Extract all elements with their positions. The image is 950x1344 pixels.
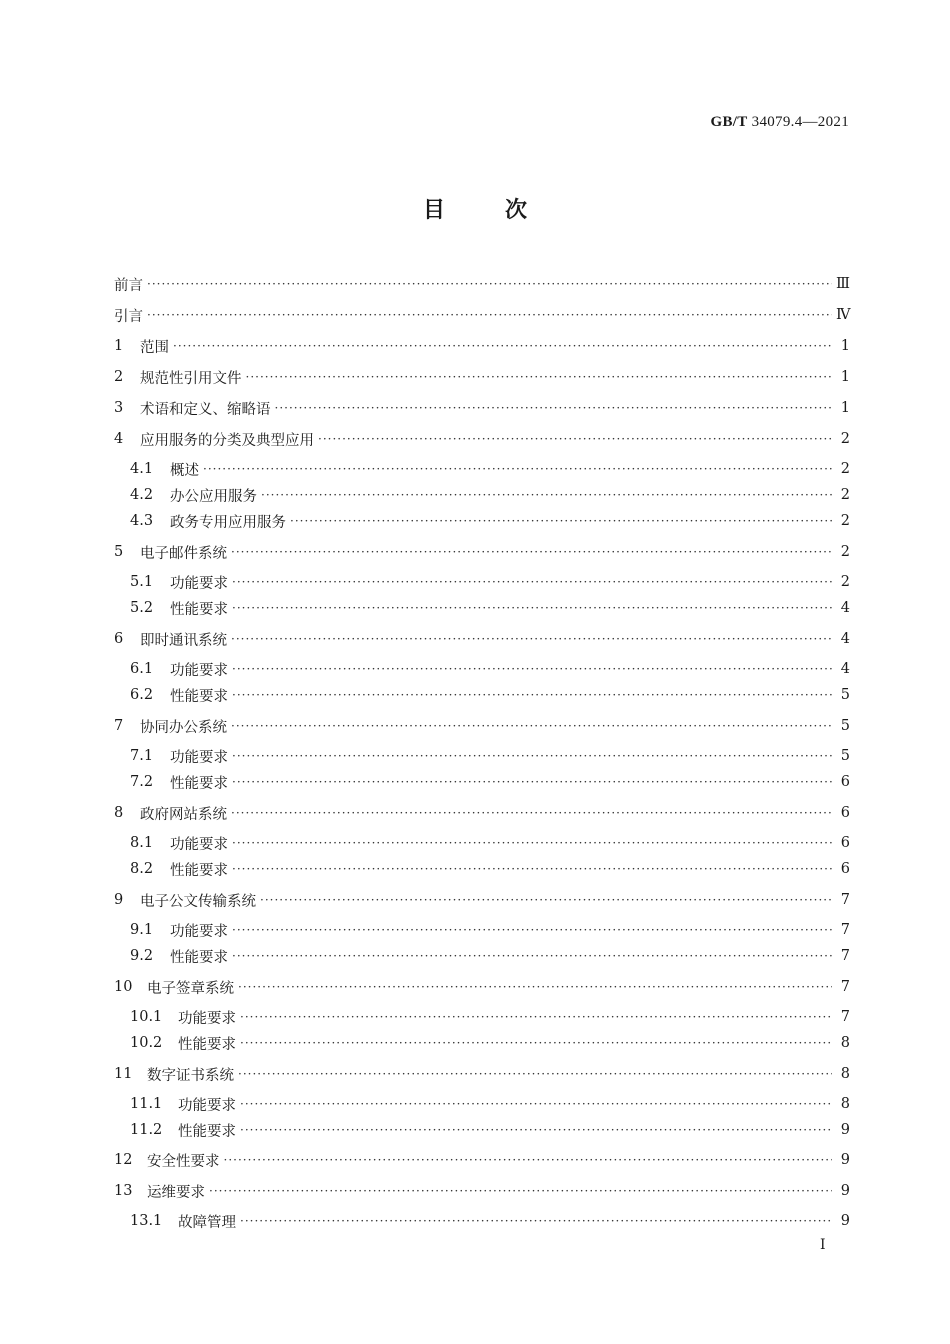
toc-section-number: 4.1 [130, 461, 154, 477]
toc-entry[interactable] [130, 684, 850, 706]
toc-section-number: 9.2 [130, 948, 154, 964]
toc-entry-label: 功能要求 [170, 662, 228, 679]
toc-entry-label: 引言 [114, 308, 143, 325]
toc-leader-dots [238, 1067, 832, 1081]
toc-entry[interactable] [114, 1063, 850, 1085]
toc-leader-dots [240, 1010, 832, 1024]
toc-leader-dots [238, 980, 832, 994]
toc-entry-label: 性能要求 [178, 1123, 236, 1140]
toc-entry[interactable] [130, 571, 850, 593]
toc-page-number: Ⅲ [836, 276, 850, 292]
toc-entry[interactable] [130, 1006, 850, 1028]
toc-leader-dots [232, 862, 832, 876]
toc-page-number: 4 [840, 600, 850, 616]
toc-entry-label: 数字证书系统 [147, 1067, 234, 1084]
toc-entry-label: 性能要求 [170, 688, 228, 705]
toc-entry-label: 运维要求 [147, 1184, 205, 1201]
toc-entry[interactable] [114, 541, 850, 563]
toc-section-number: 11.1 [130, 1096, 163, 1112]
toc-section-number: 10.1 [130, 1009, 163, 1025]
toc-entry-label: 协同办公系统 [140, 719, 227, 736]
toc-entry-label: 性能要求 [178, 1036, 236, 1053]
toc-leader-dots [232, 949, 832, 963]
toc-leader-dots [147, 277, 832, 291]
toc-entry[interactable] [114, 397, 850, 419]
toc-page-number: 2 [840, 487, 850, 503]
toc-page-number: 5 [840, 748, 850, 764]
toc-page-number: 6 [840, 861, 850, 877]
standard-prefix: GB/T [710, 114, 748, 130]
toc-page-number: 7 [840, 1009, 850, 1025]
toc-entry[interactable] [130, 771, 850, 793]
title-char: 目 [422, 198, 445, 223]
toc-section-number: 12 [114, 1152, 133, 1168]
toc-page-number: 2 [840, 461, 850, 477]
toc-entry-label: 功能要求 [170, 749, 228, 766]
toc-section-number: 8.2 [130, 861, 154, 877]
toc-section-number: 7 [114, 718, 124, 734]
toc-section-number: 6.1 [130, 661, 154, 677]
toc-section-number: 1 [114, 338, 124, 354]
toc-entry-label: 功能要求 [170, 836, 228, 853]
toc-leader-dots [203, 462, 832, 476]
toc-leader-dots [232, 749, 832, 763]
toc-leader-dots [147, 308, 832, 322]
toc-page-number: 4 [840, 631, 850, 647]
toc-page-number: 8 [840, 1035, 850, 1051]
toc-entry-label: 性能要求 [170, 862, 228, 879]
toc-entry[interactable] [114, 428, 850, 450]
toc-leader-dots [232, 836, 832, 850]
toc-leader-dots [275, 401, 833, 415]
toc-entry[interactable] [114, 335, 850, 357]
toc-entry[interactable] [130, 510, 850, 532]
toc-leader-dots [232, 662, 832, 676]
toc-page-number: 7 [840, 979, 850, 995]
toc-section-number: 5.2 [130, 600, 154, 616]
toc-entry[interactable] [114, 273, 850, 295]
toc-leader-dots [260, 893, 832, 907]
toc-entry-label: 政务专用应用服务 [170, 514, 286, 531]
toc-leader-dots [231, 545, 832, 559]
toc-section-number: 11.2 [130, 1122, 163, 1138]
toc-entry-label: 性能要求 [170, 949, 228, 966]
toc-page-number: 9 [840, 1213, 850, 1229]
toc-entry[interactable] [130, 832, 850, 854]
toc-page-number: 6 [840, 774, 850, 790]
toc-section-number: 6.2 [130, 687, 154, 703]
page-title [0, 193, 950, 224]
toc-entry-label: 功能要求 [178, 1010, 236, 1027]
toc-entry[interactable] [130, 945, 850, 967]
toc-entry-label: 电子签章系统 [147, 980, 234, 997]
toc-leader-dots [232, 688, 832, 702]
page-folio: I [820, 1237, 826, 1253]
toc-leader-dots [209, 1184, 832, 1198]
toc-entry[interactable] [114, 1149, 850, 1171]
toc-entry-label: 即时通讯系统 [140, 632, 227, 649]
toc-entry-label: 电子邮件系统 [140, 545, 227, 562]
toc-leader-dots [240, 1036, 832, 1050]
toc-entry-label: 功能要求 [178, 1097, 236, 1114]
toc-section-number: 6 [114, 631, 124, 647]
toc-entry-label: 规范性引用文件 [140, 370, 242, 387]
toc-page-number: 6 [840, 835, 850, 851]
toc-entry[interactable] [114, 304, 850, 326]
toc-entry[interactable] [130, 597, 850, 619]
toc-entry-label: 办公应用服务 [170, 488, 257, 505]
toc-leader-dots [240, 1097, 832, 1111]
toc-leader-dots [232, 775, 832, 789]
toc-page-number: 2 [840, 431, 850, 447]
toc-leader-dots [231, 806, 832, 820]
toc-entry[interactable] [130, 484, 850, 506]
toc-page-number: 1 [840, 338, 850, 354]
toc-section-number: 7.2 [130, 774, 154, 790]
toc-leader-dots [232, 923, 832, 937]
toc-section-number: 13.1 [130, 1213, 163, 1229]
toc-leader-dots [240, 1214, 832, 1228]
toc-page-number: 8 [840, 1096, 850, 1112]
toc-entry[interactable] [130, 1210, 850, 1232]
toc-leader-dots [231, 719, 832, 733]
toc-entry-label: 功能要求 [170, 923, 228, 940]
toc-entry-label: 电子公文传输系统 [140, 893, 256, 910]
toc-entry-label: 安全性要求 [147, 1153, 220, 1170]
toc-page-number: 7 [840, 948, 850, 964]
toc-page-number: 9 [840, 1122, 850, 1138]
toc-entry[interactable] [130, 919, 850, 941]
toc-section-number: 4.2 [130, 487, 154, 503]
title-char: 次 [505, 198, 528, 223]
toc-section-number: 2 [114, 369, 124, 385]
toc-section-number: 4.3 [130, 513, 154, 529]
toc-entry-label: 前言 [114, 277, 143, 294]
toc-entry[interactable] [114, 715, 850, 737]
toc-leader-dots [240, 1123, 832, 1137]
toc-section-number: 13 [114, 1183, 133, 1199]
toc-entry[interactable] [130, 858, 850, 880]
toc-leader-dots [261, 488, 832, 502]
toc-section-number: 5 [114, 544, 124, 560]
toc-entry-label: 功能要求 [170, 575, 228, 592]
toc-page-number: 6 [840, 805, 850, 821]
toc-section-number: 9.1 [130, 922, 154, 938]
toc-entry[interactable] [130, 1119, 850, 1141]
toc-page-number: 8 [840, 1066, 850, 1082]
toc-entry[interactable] [114, 366, 850, 388]
toc-leader-dots [231, 632, 832, 646]
toc-page-number: 2 [840, 574, 850, 590]
toc-page-number: 2 [840, 544, 850, 560]
toc-leader-dots [290, 514, 832, 528]
toc-entry[interactable] [130, 1093, 850, 1115]
toc-leader-dots [232, 575, 832, 589]
toc-entry-label: 术语和定义、缩略语 [140, 401, 271, 418]
toc-section-number: 11 [114, 1066, 133, 1082]
toc-page-number: 2 [840, 513, 850, 529]
standard-code [711, 114, 849, 131]
toc-section-number: 10.2 [130, 1035, 163, 1051]
toc-page-number: 1 [840, 400, 850, 416]
toc-page-number: Ⅳ [836, 307, 851, 323]
toc-entry[interactable] [130, 1032, 850, 1054]
toc-entry[interactable] [114, 628, 850, 650]
toc-entry[interactable] [114, 1180, 850, 1202]
toc-section-number: 8 [114, 805, 124, 821]
toc-section-number: 3 [114, 400, 124, 416]
toc-entry[interactable] [130, 745, 850, 767]
toc-entry-label: 范围 [140, 339, 169, 356]
toc-entry-label: 性能要求 [170, 601, 228, 618]
toc-entry[interactable] [114, 976, 850, 998]
toc-entry-label: 概述 [170, 462, 199, 479]
toc-section-number: 7.1 [130, 748, 154, 764]
toc-entry[interactable] [130, 658, 850, 680]
standard-number: 34079.4—2021 [751, 114, 849, 130]
toc-leader-dots [246, 370, 833, 384]
toc-section-number: 9 [114, 892, 124, 908]
toc-entry-label: 应用服务的分类及典型应用 [140, 432, 314, 449]
toc-entry[interactable] [130, 458, 850, 480]
toc-entry-label: 性能要求 [170, 775, 228, 792]
toc-leader-dots [318, 432, 832, 446]
toc-page-number: 5 [840, 718, 850, 734]
toc-page-number: 5 [840, 687, 850, 703]
toc-entry-label: 故障管理 [178, 1214, 236, 1231]
toc-leader-dots [232, 601, 832, 615]
toc-section-number: 8.1 [130, 835, 154, 851]
toc-entry[interactable] [114, 889, 850, 911]
toc-page-number: 4 [840, 661, 850, 677]
toc-page-number: 9 [840, 1152, 850, 1168]
toc-page-number: 9 [840, 1183, 850, 1199]
toc-entry[interactable] [114, 802, 850, 824]
toc-leader-dots [224, 1153, 833, 1167]
toc-section-number: 4 [114, 431, 124, 447]
toc-entry-label: 政府网站系统 [140, 806, 227, 823]
toc-page-number: 1 [840, 369, 850, 385]
toc-page-number: 7 [840, 892, 850, 908]
toc-section-number: 5.1 [130, 574, 154, 590]
toc-leader-dots [173, 339, 832, 353]
toc-page-number: 7 [840, 922, 850, 938]
toc-section-number: 10 [114, 979, 133, 995]
